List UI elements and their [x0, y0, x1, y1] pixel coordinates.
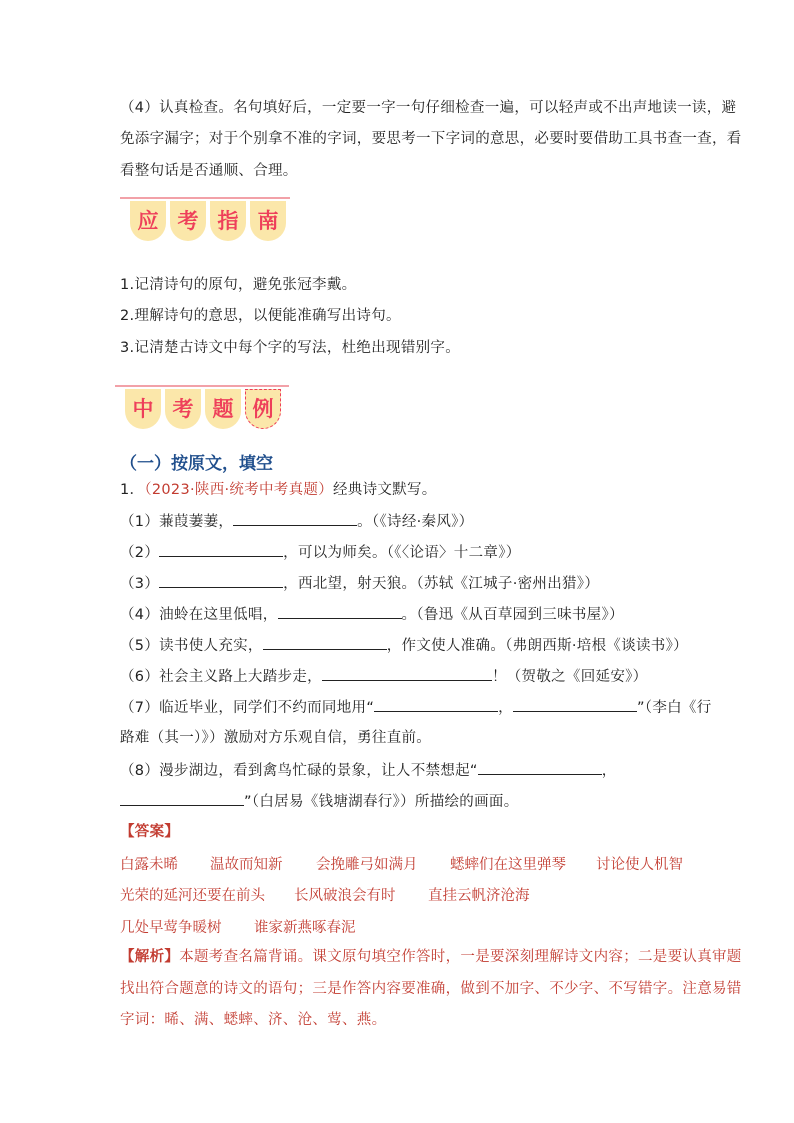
banner-tile: 中: [125, 389, 161, 429]
answer-item: 白露未晞: [120, 857, 178, 873]
answer-item: 温故而知新: [210, 857, 283, 873]
analysis-line-1: 【解析】本题考查名篇背诵。课文原句填空作答时，一是要深刻理解诗文内容；二是要认真审题: [120, 949, 742, 965]
tip-2: 2.理解诗句的意思，以便能准确写出诗句。: [120, 308, 401, 324]
question-number: 1．: [120, 482, 145, 498]
answer-item: 几处早莺争暖树: [120, 920, 222, 936]
intro-line-1: （4）认真检查。名句填好后，一定要一字一句仔细检查一遍，可以轻声或不出声地读一读，避: [120, 100, 737, 116]
question-item-7-cont: 路难（其一）》）激励对方乐观自信，勇往直前。: [120, 730, 432, 746]
question-item-2: （2） ，可以为师矣。（《〈论语〉十二章》）: [120, 542, 521, 563]
answer-blank[interactable]: [233, 511, 357, 526]
answer-blank[interactable]: [278, 604, 402, 619]
banner-tile: 南: [250, 201, 286, 241]
question-item-4: （4）油蛉在这里低唱， 。（鲁迅《从百草园到三味书屋》）: [120, 604, 624, 625]
banner-exam-examples: [115, 385, 289, 433]
question-stem: 经典诗文默写。: [333, 482, 437, 498]
answer-blank[interactable]: [159, 573, 283, 588]
banner-tile: 例: [245, 389, 281, 429]
question-item-3: （3） ，西北望，射天狼。（苏轼《江城子·密州出猎》）: [120, 573, 599, 594]
banner-rule: [115, 385, 289, 387]
tip-3: 3.记清楚古诗文中每个字的写法，杜绝出现错别字。: [120, 340, 461, 356]
question-item-8-cont: ”（白居易《钱塘湖春行》）所描绘的画面。: [120, 791, 519, 812]
question-item-6: （6）社会主义路上大踏步走， ！（贺敬之《回延安》）: [120, 666, 648, 687]
answer-item: 光荣的延河还要在前头: [120, 888, 265, 904]
banner-tile: 应: [130, 201, 166, 241]
question-header: [120, 480, 437, 500]
answer-item: 直挂云帆济沧海: [428, 888, 530, 904]
answer-blank[interactable]: [263, 635, 387, 650]
question-item-8: （8）漫步湖边，看到禽鸟忙碌的景象，让人不禁想起“ ，: [120, 760, 617, 781]
tip-1: 1.记清诗句的原句，避免张冠李戴。: [120, 277, 357, 293]
answer-blank[interactable]: [478, 760, 602, 775]
answer-item: 会挽雕弓如满月: [316, 857, 418, 873]
question-item-7: （7）临近毕业，同学们不约而同地用“ ， ”（李白《行: [120, 697, 712, 718]
answer-blank[interactable]: [513, 697, 637, 712]
banner-exam-guide: [120, 197, 290, 245]
analysis-line-2: 找出符合题意的诗文的语句；三是作答内容要准确，做到不加字、不少字、不写错字。注意易错: [120, 981, 742, 997]
answer-item: 蟋蟀们在这里弹琴: [450, 857, 566, 873]
banner-tile: 考: [170, 201, 206, 241]
answer-label: 【答案】: [120, 824, 180, 840]
banner-tile: 指: [210, 201, 246, 241]
answer-item: 讨论使人机智: [596, 857, 683, 873]
question-item-1: （1）蒹葭萋萋， 。（《诗经·秦风》）: [120, 511, 473, 532]
intro-line-2: 免添字漏字；对于个别拿不准的字词，要思考一下字词的意思，必要时要借助工具书查一查，看: [120, 131, 742, 147]
banner-tile: 题: [205, 389, 241, 429]
question-source: （2023·陕西·统考中考真题）: [144, 482, 333, 498]
answer-blank[interactable]: [120, 791, 244, 806]
analysis-line-3: 字词：晞、满、蟋蟀、济、沧、莺、燕。: [120, 1012, 387, 1028]
answer-item: 长风破浪会有时: [294, 888, 396, 904]
answer-item: 谁家新燕啄春泥: [254, 920, 356, 936]
answer-blank[interactable]: [374, 697, 498, 712]
banner-rule: [120, 197, 290, 199]
section-title: （一）按原文，填空: [120, 454, 273, 474]
analysis-label: 【解析】: [120, 949, 180, 965]
answer-blank[interactable]: [322, 666, 492, 681]
intro-line-3: 看整句话是否通顺、合理。: [120, 163, 298, 179]
banner-tile: 考: [165, 389, 201, 429]
answer-blank[interactable]: [159, 542, 283, 557]
question-item-5: （5）读书使人充实， ，作文使人准确。（弗朗西斯·培根《谈读书》）: [120, 635, 688, 656]
